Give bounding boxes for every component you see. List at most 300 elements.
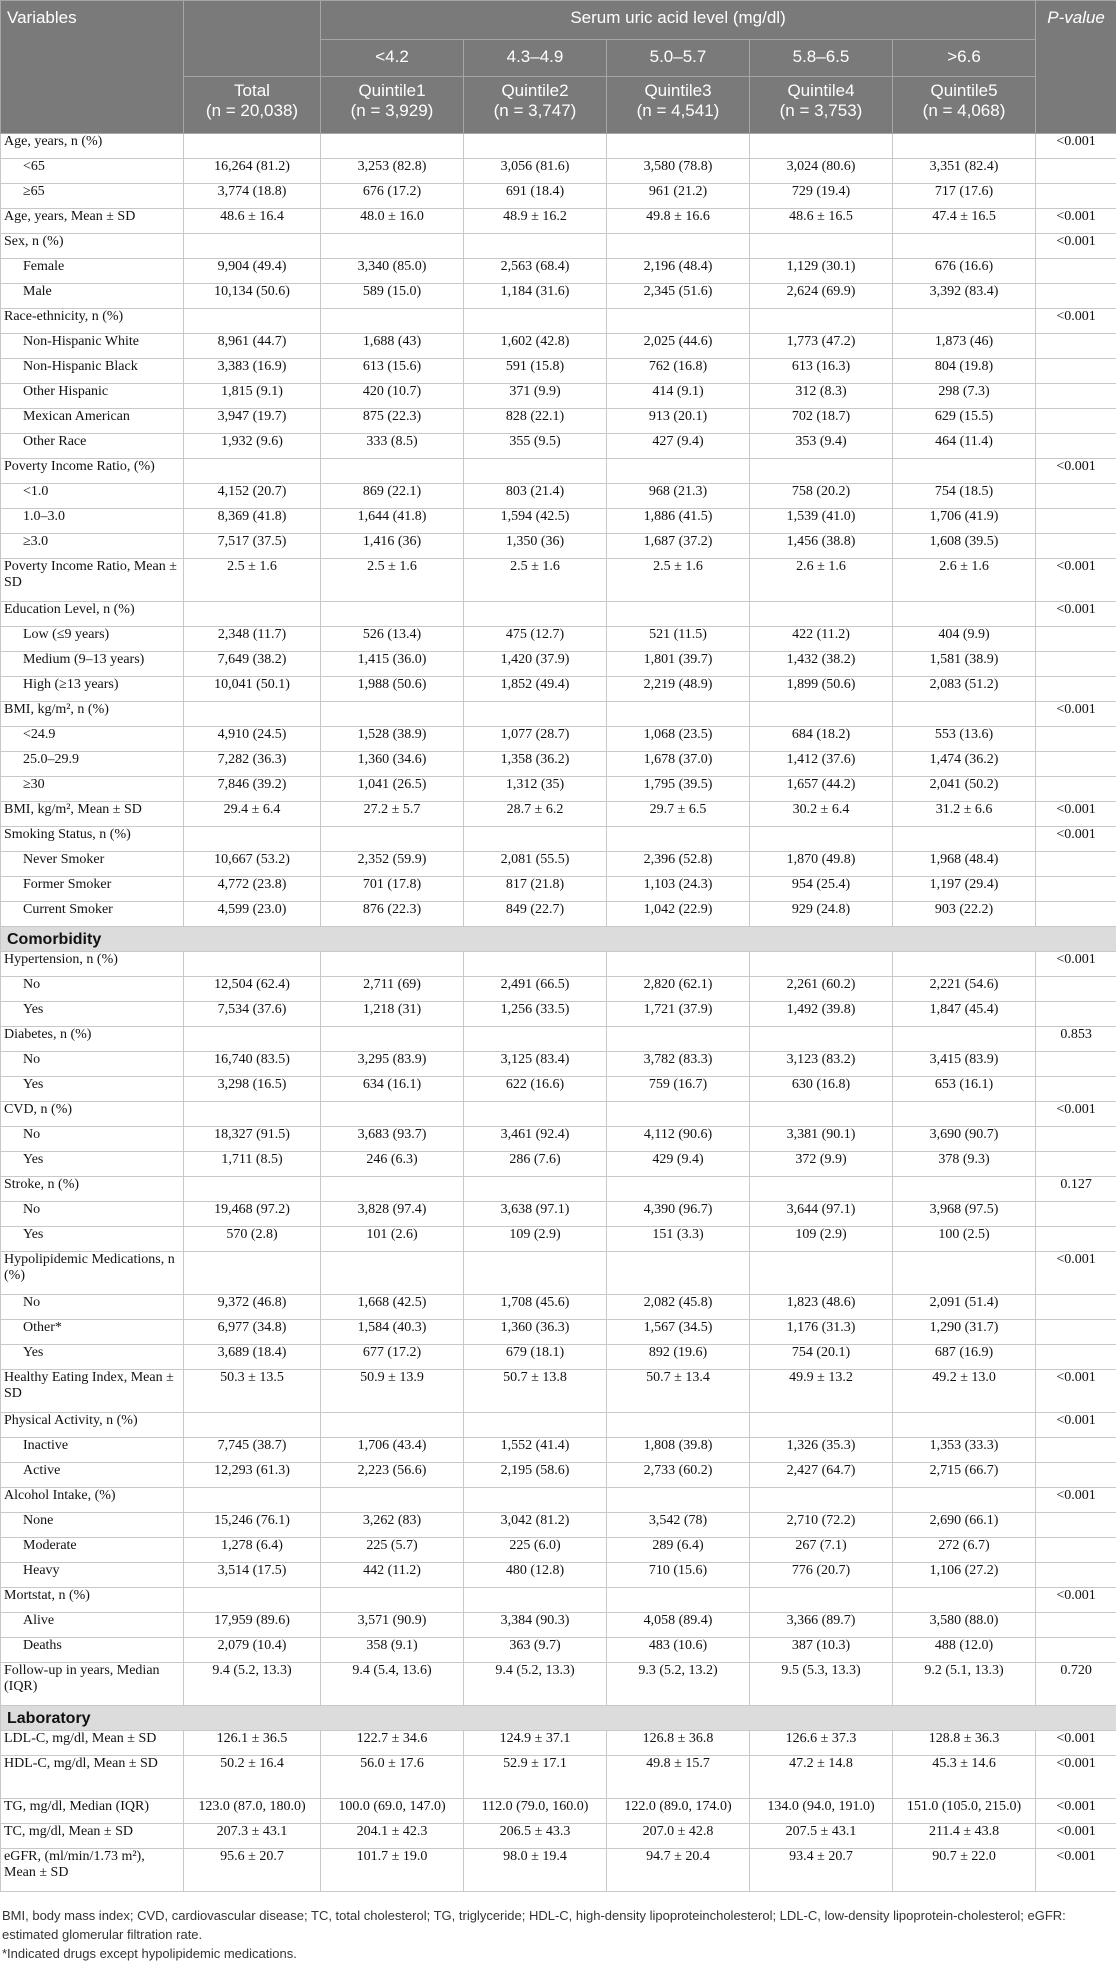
- cell-value: [464, 1027, 607, 1052]
- cell-value: 12,504 (62.4): [184, 977, 321, 1002]
- cell-value: 1,358 (36.2): [464, 752, 607, 777]
- cell-value: 1,278 (6.4): [184, 1538, 321, 1563]
- section-title: Laboratory: [1, 1706, 1116, 1731]
- cell-value: [464, 134, 607, 159]
- cell-pvalue: <0.001: [1036, 134, 1116, 159]
- cell-value: 3,024 (80.6): [750, 159, 893, 184]
- cell-value: 52.9 ± 17.1: [464, 1756, 607, 1799]
- cell-value: 289 (6.4): [607, 1538, 750, 1563]
- cell-value: 372 (9.9): [750, 1152, 893, 1177]
- cell-value: 98.0 ± 19.4: [464, 1849, 607, 1892]
- table-row: [1, 1152, 1116, 1177]
- cell-value: 3,774 (18.8): [184, 184, 321, 209]
- cell-value: 1,678 (37.0): [607, 752, 750, 777]
- table-row: [1, 1513, 1116, 1538]
- row-label: Age, years, Mean ± SD: [1, 209, 184, 234]
- cell-pvalue: <0.001: [1036, 1413, 1116, 1438]
- cell-value: [321, 602, 464, 627]
- cell-value: 204.1 ± 42.3: [321, 1824, 464, 1849]
- cell-value: 2,715 (66.7): [893, 1463, 1036, 1488]
- cell-value: 687 (16.9): [893, 1345, 1036, 1370]
- cell-value: [893, 1102, 1036, 1127]
- cell-value: 828 (22.1): [464, 409, 607, 434]
- cell-pvalue: [1036, 627, 1116, 652]
- cell-value: 45.3 ± 14.6: [893, 1756, 1036, 1799]
- row-label: ≥30: [1, 777, 184, 802]
- table-footnotes: [0, 1906, 1110, 1963]
- cell-value: 2,081 (55.5): [464, 852, 607, 877]
- cell-pvalue: [1036, 752, 1116, 777]
- cell-value: 246 (6.3): [321, 1152, 464, 1177]
- cell-value: 17,959 (89.6): [184, 1613, 321, 1638]
- column-header-quintile1: [321, 77, 464, 134]
- cell-value: 1,106 (27.2): [893, 1563, 1036, 1588]
- column-count: (n = 20,038): [205, 101, 299, 120]
- cell-value: 758 (20.2): [750, 484, 893, 509]
- cell-pvalue: [1036, 1463, 1116, 1488]
- cell-value: 1,886 (41.5): [607, 509, 750, 534]
- cell-value: 414 (9.1): [607, 384, 750, 409]
- column-count: (n = 3,747): [493, 101, 577, 120]
- cell-value: [607, 234, 750, 259]
- cell-value: 762 (16.8): [607, 359, 750, 384]
- cell-value: 100 (2.5): [893, 1227, 1036, 1252]
- table-header: [1, 1, 1116, 134]
- cell-value: 10,041 (50.1): [184, 677, 321, 702]
- cell-value: 353 (9.4): [750, 434, 893, 459]
- column-name: Quintile3: [644, 81, 712, 100]
- cell-value: 207.3 ± 43.1: [184, 1824, 321, 1849]
- row-label: Never Smoker: [1, 852, 184, 877]
- cell-pvalue: [1036, 1320, 1116, 1345]
- cell-pvalue: <0.001: [1036, 827, 1116, 852]
- cell-pvalue: [1036, 1538, 1116, 1563]
- cell-pvalue: <0.001: [1036, 1102, 1116, 1127]
- cell-value: [893, 827, 1036, 852]
- cell-value: 4,772 (23.8): [184, 877, 321, 902]
- cell-value: [464, 827, 607, 852]
- cell-value: 3,580 (78.8): [607, 159, 750, 184]
- cell-value: 589 (15.0): [321, 284, 464, 309]
- cell-value: 27.2 ± 5.7: [321, 802, 464, 827]
- cell-value: 3,384 (90.3): [464, 1613, 607, 1638]
- cell-value: 128.8 ± 36.3: [893, 1731, 1036, 1756]
- cell-value: [893, 952, 1036, 977]
- cell-value: 50.7 ± 13.4: [607, 1370, 750, 1413]
- cell-value: 653 (16.1): [893, 1077, 1036, 1102]
- table-row: [1, 602, 1116, 627]
- cell-value: 56.0 ± 17.6: [321, 1756, 464, 1799]
- cell-pvalue: 0.720: [1036, 1663, 1116, 1706]
- cell-value: 2,083 (51.2): [893, 677, 1036, 702]
- cell-pvalue: [1036, 777, 1116, 802]
- cell-value: [893, 134, 1036, 159]
- cell-value: 2,223 (56.6): [321, 1463, 464, 1488]
- cell-pvalue: <0.001: [1036, 559, 1116, 602]
- cell-value: [893, 309, 1036, 334]
- cell-value: [321, 1177, 464, 1202]
- column-name: Quintile2: [501, 81, 569, 100]
- cell-value: 1,567 (34.5): [607, 1320, 750, 1345]
- table-row: [1, 977, 1116, 1002]
- cell-value: [750, 602, 893, 627]
- cell-pvalue: <0.001: [1036, 209, 1116, 234]
- cell-pvalue: <0.001: [1036, 309, 1116, 334]
- row-label: Poverty Income Ratio, Mean ± SD: [1, 559, 184, 602]
- cell-value: 9.5 (5.3, 13.3): [750, 1663, 893, 1706]
- cell-value: 151 (3.3): [607, 1227, 750, 1252]
- cell-value: 676 (16.6): [893, 259, 1036, 284]
- cell-value: 849 (22.7): [464, 902, 607, 927]
- cell-pvalue: [1036, 409, 1116, 434]
- cell-value: 9,904 (49.4): [184, 259, 321, 284]
- row-label: High (≥13 years): [1, 677, 184, 702]
- cell-pvalue: [1036, 877, 1116, 902]
- cell-value: [184, 309, 321, 334]
- cell-value: 3,381 (90.1): [750, 1127, 893, 1152]
- cell-pvalue: [1036, 334, 1116, 359]
- row-label: Male: [1, 284, 184, 309]
- cell-value: 49.8 ± 16.6: [607, 209, 750, 234]
- cell-value: 6,977 (34.8): [184, 1320, 321, 1345]
- table-row: [1, 1127, 1116, 1152]
- cell-value: 1,687 (37.2): [607, 534, 750, 559]
- cell-value: 817 (21.8): [464, 877, 607, 902]
- cell-value: [464, 1413, 607, 1438]
- cell-value: 47.4 ± 16.5: [893, 209, 1036, 234]
- cell-value: [184, 234, 321, 259]
- cell-value: 1,870 (49.8): [750, 852, 893, 877]
- cell-value: 1,594 (42.5): [464, 509, 607, 534]
- cell-value: [893, 1177, 1036, 1202]
- cell-value: 207.0 ± 42.8: [607, 1824, 750, 1849]
- row-label: Yes: [1, 1227, 184, 1252]
- cell-value: [750, 702, 893, 727]
- cell-value: 9.3 (5.2, 13.2): [607, 1663, 750, 1706]
- column-header-total: [184, 77, 321, 134]
- cell-value: 126.8 ± 36.8: [607, 1731, 750, 1756]
- cell-value: 1,795 (39.5): [607, 777, 750, 802]
- cell-value: 363 (9.7): [464, 1638, 607, 1663]
- row-label: None: [1, 1513, 184, 1538]
- cell-value: [184, 1588, 321, 1613]
- cell-value: [607, 702, 750, 727]
- row-label: Race-ethnicity, n (%): [1, 309, 184, 334]
- row-label: Poverty Income Ratio, (%): [1, 459, 184, 484]
- column-header-quintile5: [893, 77, 1036, 134]
- cell-pvalue: <0.001: [1036, 1588, 1116, 1613]
- cell-value: 2,221 (54.6): [893, 977, 1036, 1002]
- cell-value: 702 (18.7): [750, 409, 893, 434]
- cell-pvalue: [1036, 284, 1116, 309]
- cell-value: 754 (20.1): [750, 1345, 893, 1370]
- cell-value: 49.9 ± 13.2: [750, 1370, 893, 1413]
- cell-value: 9.4 (5.2, 13.3): [464, 1663, 607, 1706]
- table-row: [1, 134, 1116, 159]
- cell-pvalue: [1036, 159, 1116, 184]
- column-count: (n = 3,753): [779, 101, 863, 120]
- cell-pvalue: 0.853: [1036, 1027, 1116, 1052]
- cell-value: [750, 134, 893, 159]
- cell-value: [321, 1252, 464, 1295]
- cell-value: 570 (2.8): [184, 1227, 321, 1252]
- cell-pvalue: [1036, 902, 1116, 927]
- cell-value: 1,420 (37.9): [464, 652, 607, 677]
- cell-value: 93.4 ± 20.7: [750, 1849, 893, 1892]
- cell-value: 101 (2.6): [321, 1227, 464, 1252]
- row-label: TC, mg/dl, Mean ± SD: [1, 1824, 184, 1849]
- cell-value: 1,815 (9.1): [184, 384, 321, 409]
- row-label: Low (≤9 years): [1, 627, 184, 652]
- cell-value: 1,688 (43): [321, 334, 464, 359]
- table-row: [1, 1052, 1116, 1077]
- cell-value: 875 (22.3): [321, 409, 464, 434]
- row-label: ≥3.0: [1, 534, 184, 559]
- row-label: HDL-C, mg/dl, Mean ± SD: [1, 1756, 184, 1799]
- cell-value: 483 (10.6): [607, 1638, 750, 1663]
- cell-value: 1,042 (22.9): [607, 902, 750, 927]
- cell-value: 3,542 (78): [607, 1513, 750, 1538]
- cell-pvalue: [1036, 1127, 1116, 1152]
- cell-pvalue: [1036, 484, 1116, 509]
- cell-value: 1,708 (45.6): [464, 1295, 607, 1320]
- cell-value: 3,392 (83.4): [893, 284, 1036, 309]
- row-label: Diabetes, n (%): [1, 1027, 184, 1052]
- table-row: [1, 184, 1116, 209]
- cell-value: [464, 234, 607, 259]
- cell-value: 954 (25.4): [750, 877, 893, 902]
- row-label: Sex, n (%): [1, 234, 184, 259]
- table-row: [1, 159, 1116, 184]
- cell-pvalue: [1036, 652, 1116, 677]
- row-label: Education Level, n (%): [1, 602, 184, 627]
- table-row: [1, 727, 1116, 752]
- cell-value: 3,690 (90.7): [893, 1127, 1036, 1152]
- cell-value: 710 (15.6): [607, 1563, 750, 1588]
- table-body: [1, 134, 1116, 1892]
- cell-value: 206.5 ± 43.3: [464, 1824, 607, 1849]
- table-row: [1, 1177, 1116, 1202]
- table-row: [1, 1102, 1116, 1127]
- cell-value: [893, 459, 1036, 484]
- cell-value: [184, 702, 321, 727]
- cell-value: [607, 1413, 750, 1438]
- table-row: [1, 1799, 1116, 1824]
- cell-value: 729 (19.4): [750, 184, 893, 209]
- cell-value: 47.2 ± 14.8: [750, 1756, 893, 1799]
- table-row: [1, 1345, 1116, 1370]
- table-row: [1, 409, 1116, 434]
- cell-value: [893, 1588, 1036, 1613]
- cell-value: [607, 602, 750, 627]
- cell-value: [464, 952, 607, 977]
- cell-value: 355 (9.5): [464, 434, 607, 459]
- table-row: [1, 827, 1116, 852]
- section-row: [1, 927, 1116, 952]
- cell-value: 404 (9.9): [893, 627, 1036, 652]
- cell-value: 961 (21.2): [607, 184, 750, 209]
- cell-value: 2,025 (44.6): [607, 334, 750, 359]
- row-label: <65: [1, 159, 184, 184]
- cell-value: 49.8 ± 15.7: [607, 1756, 750, 1799]
- cell-value: 123.0 (87.0, 180.0): [184, 1799, 321, 1824]
- cell-value: [321, 952, 464, 977]
- cell-value: [893, 234, 1036, 259]
- cell-value: [321, 1102, 464, 1127]
- row-label: Physical Activity, n (%): [1, 1413, 184, 1438]
- cell-pvalue: [1036, 1563, 1116, 1588]
- cell-value: 50.3 ± 13.5: [184, 1370, 321, 1413]
- cell-value: [321, 1413, 464, 1438]
- cell-value: 488 (12.0): [893, 1638, 1036, 1663]
- cell-value: 776 (20.7): [750, 1563, 893, 1588]
- cell-pvalue: [1036, 1152, 1116, 1177]
- cell-value: 3,968 (97.5): [893, 1202, 1036, 1227]
- row-label: Healthy Eating Index, Mean ± SD: [1, 1370, 184, 1413]
- cell-value: 3,580 (88.0): [893, 1613, 1036, 1638]
- cell-value: 422 (11.2): [750, 627, 893, 652]
- cell-pvalue: [1036, 852, 1116, 877]
- cell-value: [184, 1102, 321, 1127]
- cell-value: 629 (15.5): [893, 409, 1036, 434]
- cell-value: 225 (5.7): [321, 1538, 464, 1563]
- cell-value: 622 (16.6): [464, 1077, 607, 1102]
- footnote-abbreviations: BMI, body mass index; CVD, cardiovascular disease; TC, total cholesterol; TG, triglyceride; HDL-C, high-density lipoproteincholesterol; LDL-C, low-density lipoprotein-cholesterol; eGFR: estimated glomerular filtration rate.: [2, 1908, 1066, 1942]
- cell-value: 126.6 ± 37.3: [750, 1731, 893, 1756]
- cell-value: 48.0 ± 16.0: [321, 209, 464, 234]
- table-row: [1, 852, 1116, 877]
- cell-value: [607, 1588, 750, 1613]
- cell-value: [607, 1027, 750, 1052]
- row-label: CVD, n (%): [1, 1102, 184, 1127]
- cell-value: 126.1 ± 36.5: [184, 1731, 321, 1756]
- table-row: [1, 1438, 1116, 1463]
- cell-value: 1,602 (42.8): [464, 334, 607, 359]
- table-row: [1, 484, 1116, 509]
- cell-value: [893, 1252, 1036, 1295]
- cell-value: 109 (2.9): [464, 1227, 607, 1252]
- section-row: [1, 1706, 1116, 1731]
- cell-value: 49.2 ± 13.0: [893, 1370, 1036, 1413]
- header-range-4: 5.8–6.5: [750, 40, 893, 77]
- table-row: [1, 952, 1116, 977]
- cell-pvalue: [1036, 1052, 1116, 1077]
- cell-value: [750, 1177, 893, 1202]
- cell-value: 50.9 ± 13.9: [321, 1370, 464, 1413]
- cell-value: 420 (10.7): [321, 384, 464, 409]
- cell-value: [893, 702, 1036, 727]
- cell-value: 1,873 (46): [893, 334, 1036, 359]
- cell-value: 427 (9.4): [607, 434, 750, 459]
- cell-value: 3,683 (93.7): [321, 1127, 464, 1152]
- row-label: Age, years, n (%): [1, 134, 184, 159]
- cell-value: [464, 602, 607, 627]
- cell-pvalue: [1036, 727, 1116, 752]
- row-label: Deaths: [1, 1638, 184, 1663]
- cell-value: 2.6 ± 1.6: [750, 559, 893, 602]
- row-label: Mortstat, n (%): [1, 1588, 184, 1613]
- cell-pvalue: [1036, 1295, 1116, 1320]
- row-label: Female: [1, 259, 184, 284]
- cell-value: 109 (2.9): [750, 1227, 893, 1252]
- cell-value: 31.2 ± 6.6: [893, 802, 1036, 827]
- cell-value: [750, 1027, 893, 1052]
- cell-value: [321, 702, 464, 727]
- cell-value: [607, 1177, 750, 1202]
- cell-pvalue: [1036, 1002, 1116, 1027]
- cell-value: 2,082 (45.8): [607, 1295, 750, 1320]
- row-label: No: [1, 1127, 184, 1152]
- cell-value: 1,581 (38.9): [893, 652, 1036, 677]
- cell-value: 90.7 ± 22.0: [893, 1849, 1036, 1892]
- header-range-5: >6.6: [893, 40, 1036, 77]
- cell-value: 2,624 (69.9): [750, 284, 893, 309]
- cell-value: 3,383 (16.9): [184, 359, 321, 384]
- row-label: 25.0–29.9: [1, 752, 184, 777]
- cell-value: 429 (9.4): [607, 1152, 750, 1177]
- cell-value: 1,852 (49.4): [464, 677, 607, 702]
- cell-value: 1,801 (39.7): [607, 652, 750, 677]
- cell-value: 3,056 (81.6): [464, 159, 607, 184]
- cell-value: 3,298 (16.5): [184, 1077, 321, 1102]
- cell-value: 122.7 ± 34.6: [321, 1731, 464, 1756]
- cell-value: 298 (7.3): [893, 384, 1036, 409]
- table-row: [1, 1252, 1116, 1295]
- table-row: [1, 384, 1116, 409]
- cell-value: 591 (15.8): [464, 359, 607, 384]
- table-row: [1, 802, 1116, 827]
- cell-pvalue: [1036, 359, 1116, 384]
- cell-value: 9,372 (46.8): [184, 1295, 321, 1320]
- cell-value: [184, 1413, 321, 1438]
- cell-value: [750, 952, 893, 977]
- cell-value: 3,262 (83): [321, 1513, 464, 1538]
- cell-value: 968 (21.3): [607, 484, 750, 509]
- cell-value: [607, 309, 750, 334]
- cell-pvalue: <0.001: [1036, 1252, 1116, 1295]
- cell-value: 207.5 ± 43.1: [750, 1824, 893, 1849]
- cell-pvalue: [1036, 1077, 1116, 1102]
- cell-value: 100.0 (69.0, 147.0): [321, 1799, 464, 1824]
- cell-value: 10,134 (50.6): [184, 284, 321, 309]
- column-header-quintile2: [464, 77, 607, 134]
- row-label: TG, mg/dl, Median (IQR): [1, 1799, 184, 1824]
- cell-value: 48.6 ± 16.5: [750, 209, 893, 234]
- cell-value: 2,261 (60.2): [750, 977, 893, 1002]
- table-row: [1, 652, 1116, 677]
- cell-value: 7,846 (39.2): [184, 777, 321, 802]
- cell-value: [464, 1102, 607, 1127]
- cell-value: 286 (7.6): [464, 1152, 607, 1177]
- cell-value: 2,196 (48.4): [607, 259, 750, 284]
- cell-value: 4,390 (96.7): [607, 1202, 750, 1227]
- cell-value: 9.4 (5.4, 13.6): [321, 1663, 464, 1706]
- table-row: [1, 902, 1116, 927]
- cell-value: 124.9 ± 37.1: [464, 1731, 607, 1756]
- cell-value: 333 (8.5): [321, 434, 464, 459]
- column-header-quintile4: [750, 77, 893, 134]
- cell-value: 16,264 (81.2): [184, 159, 321, 184]
- cell-value: 387 (10.3): [750, 1638, 893, 1663]
- cell-value: 1,312 (35): [464, 777, 607, 802]
- cell-value: 1,657 (44.2): [750, 777, 893, 802]
- header-range-2: 4.3–4.9: [464, 40, 607, 77]
- cell-value: 526 (13.4): [321, 627, 464, 652]
- row-label: ≥65: [1, 184, 184, 209]
- cell-value: 1,416 (36): [321, 534, 464, 559]
- cell-value: [893, 602, 1036, 627]
- cell-value: 3,689 (18.4): [184, 1345, 321, 1370]
